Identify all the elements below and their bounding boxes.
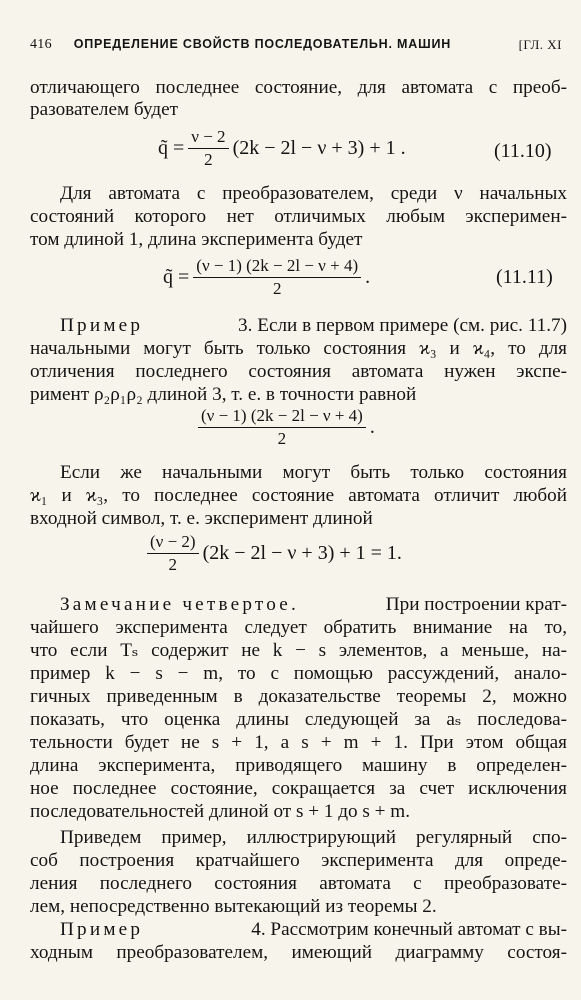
text-fragment: 3. Если в первом примере (см. рис. 11.7) bbox=[238, 315, 567, 336]
example-lead: Пример bbox=[60, 919, 144, 940]
text-line: отличающего последнее состояние, для автомата с преоб- bbox=[30, 77, 567, 98]
fraction-denominator: 2 bbox=[168, 555, 178, 574]
text-line: лем, непосредственно вытекающий из теоремы 2. bbox=[30, 896, 437, 917]
text-line: Если же начальными могут быть только состояния bbox=[60, 462, 567, 483]
text-line: что если Tₛ содержит не k − s элементов, а меньше, на- bbox=[30, 640, 567, 661]
text-line: Для автомата с преобразователем, среди ν начальных bbox=[60, 183, 567, 204]
chapter-label: [ГЛ. XI bbox=[518, 37, 562, 52]
remark-lead: Замечание четвертое. bbox=[60, 594, 299, 615]
running-header bbox=[30, 37, 570, 53]
text-line: тельности будет не s + 1, а s + m + 1. При этом общая bbox=[30, 732, 567, 753]
formula-rest: (2k − 2l − ν + 3) + 1 = 1. bbox=[202, 542, 402, 564]
fraction bbox=[193, 255, 361, 300]
text-line: разователем будет bbox=[30, 99, 179, 120]
formula-11-10 bbox=[158, 126, 406, 171]
text-fragment: 4. Рассмотрим конечный автомат с вы- bbox=[251, 919, 567, 940]
fraction bbox=[198, 405, 366, 450]
formula-11-11 bbox=[163, 255, 370, 300]
text-line: ное последнее состояние, сокращается за счет исключения bbox=[30, 778, 567, 799]
text-fragment: При построении крат- bbox=[385, 594, 567, 615]
text-line: том длиной 1, длина эксперимента будет bbox=[30, 229, 363, 250]
equation-number: (11.10) bbox=[494, 140, 552, 162]
text-line: Приведем пример, иллюстрирующий регулярный спо- bbox=[60, 827, 567, 848]
fraction-numerator: ν − 2 bbox=[188, 126, 228, 149]
fraction bbox=[147, 531, 199, 576]
text-line: входной символ, т. е. эксперимент длиной bbox=[30, 508, 373, 529]
text-line bbox=[60, 593, 567, 617]
text-line: длина эксперимента, приводящего машину в определен- bbox=[30, 755, 567, 776]
fraction-denominator: 2 bbox=[204, 150, 213, 169]
fraction-denominator: 2 bbox=[272, 279, 282, 298]
fraction-numerator: (ν − 1) (2k − 2l − ν + 4) bbox=[198, 405, 366, 428]
formula-rest: (2k − 2l − ν + 3) + 1 . bbox=[232, 137, 406, 159]
example-lead: Пример bbox=[60, 315, 144, 336]
fraction-numerator: (ν − 2) bbox=[147, 531, 199, 554]
fraction-numerator: (ν − 1) (2k − 2l − ν + 4) bbox=[193, 255, 361, 278]
fraction bbox=[188, 126, 228, 171]
text-line: показать, что оценка длины следующей за aₛ последова- bbox=[30, 709, 567, 730]
text-line: отличения последнего состояния автомата нужен экспе- bbox=[30, 361, 567, 382]
text-line: ϰ₁ и ϰ₃, то последнее состояние автомата отличит любой bbox=[30, 485, 567, 506]
formula-lhs: q̃ = bbox=[158, 137, 185, 159]
equation-number: (11.11) bbox=[496, 266, 553, 288]
text-line: римент ρ₂ρ₁ρ₂ длиной 3, т. е. в точности равной bbox=[30, 384, 417, 405]
text-line: начальными могут быть только состояния ϰ₃ и ϰ₄, то для bbox=[30, 338, 567, 359]
formula-unnumbered bbox=[194, 405, 375, 450]
text-line bbox=[60, 314, 567, 338]
formula-rest: . bbox=[365, 266, 371, 288]
text-line: ления последнего состояния автомата с преобразовате- bbox=[30, 873, 567, 894]
text-line: пример k − s − m, то с помощью рассуждений, анало- bbox=[30, 663, 567, 684]
text-line: гичных приведенным в доказательстве теоремы 2, можно bbox=[30, 686, 567, 707]
page-number: 416 bbox=[30, 37, 52, 52]
formula-unnumbered bbox=[143, 531, 402, 576]
formula-lhs: q̃ = bbox=[163, 266, 190, 288]
running-title: ОПРЕДЕЛЕНИЕ СВОЙСТВ ПОСЛЕДОВАТЕЛЬН. МАШИН bbox=[73, 37, 452, 51]
text-line: чайшего эксперимента следует обратить внимание на то, bbox=[30, 617, 567, 638]
fraction-denominator: 2 bbox=[277, 429, 287, 448]
text-line: последовательностей длиной от s + 1 до s + m. bbox=[30, 801, 411, 822]
text-line bbox=[60, 918, 567, 942]
text-line: состояний которого нет отличимых любым эксперимен- bbox=[30, 206, 567, 227]
text-line: соб построения кратчайшего эксперимента для опреде- bbox=[30, 850, 567, 871]
formula-rest: . bbox=[369, 416, 375, 438]
text-line: ходным преобразователем, имеющий диаграмму состоя- bbox=[30, 942, 567, 963]
